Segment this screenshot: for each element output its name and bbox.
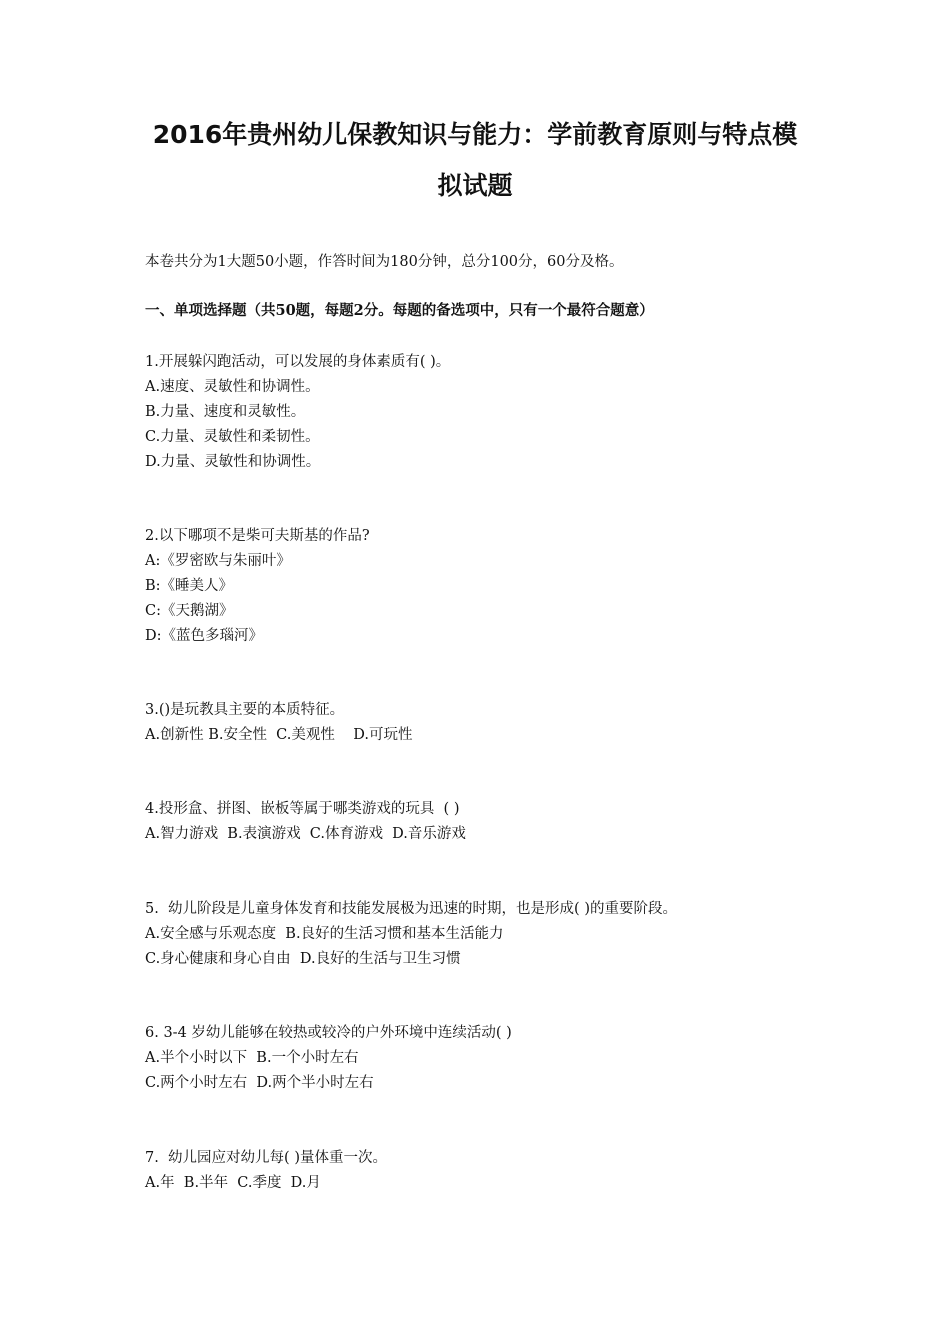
question-6 (145, 1021, 845, 1096)
question-2 (145, 524, 845, 649)
page-title-line-1: 2016年贵州幼儿保教知识与能力：学前教育原则与特点模 (152, 120, 798, 149)
options-line-1: A.安全感与乐观态度 B.良好的生活习惯和基本生活能力 (145, 926, 504, 942)
section-heading: 一、单项选择题（共50题，每题2分。每题的备选项中，只有一个最符合题意） (145, 302, 654, 319)
options-line-1: A.半个小时以下 B.一个小时左右 (145, 1050, 359, 1066)
exam-intro: 本卷共分为1大题50小题，作答时间为180分钟，总分100分，60分及格。 (145, 254, 624, 270)
question-stem: 4.投形盒、拼图、嵌板等属于哪类游戏的玩具 ( ) (145, 801, 460, 817)
options-line: A.智力游戏 B.表演游戏 C.体育游戏 D.音乐游戏 (145, 826, 466, 842)
question-stem: 3.()是玩教具主要的本质特征。 (145, 702, 345, 718)
question-5 (145, 897, 845, 972)
option-d: D:《蓝色多瑙河》 (145, 628, 264, 644)
option-c: C.力量、灵敏性和柔韧性。 (145, 429, 320, 445)
option-d: D.力量、灵敏性和协调性。 (145, 454, 321, 470)
question-stem: 1.开展躲闪跑活动，可以发展的身体素质有( )。 (145, 354, 451, 370)
question-stem: 5. 幼儿阶段是儿童身体发育和技能发展极为迅速的时期，也是形成( )的重要阶段。 (145, 901, 677, 917)
option-a: A.速度、灵敏性和协调性。 (145, 379, 320, 395)
option-a: A:《罗密欧与朱丽叶》 (145, 553, 291, 569)
option-b: B:《睡美人》 (145, 578, 234, 594)
question-7 (145, 1146, 845, 1196)
options-line-2: C.两个小时左右 D.两个半小时左右 (145, 1075, 374, 1091)
question-stem: 7. 幼儿园应对幼儿每( )量体重一次。 (145, 1150, 387, 1166)
page-title-line-2: 拟试题 (437, 171, 513, 200)
options-line-2: C.身心健康和身心自由 D.良好的生活与卫生习惯 (145, 951, 461, 967)
question-stem: 2.以下哪项不是柴可夫斯基的作品? (145, 528, 370, 544)
options-line: A.年 B.半年 C.季度 D.月 (145, 1175, 321, 1191)
option-b: B.力量、速度和灵敏性。 (145, 404, 306, 420)
question-stem: 6. 3-4 岁幼儿能够在较热或较冷的户外环境中连续活动( ) (145, 1025, 512, 1041)
question-1 (145, 350, 845, 475)
question-4 (145, 797, 845, 847)
option-c: C:《天鹅湖》 (145, 603, 234, 619)
question-3 (145, 698, 845, 748)
options-line: A.创新性 B.安全性 C.美观性 D.可玩性 (145, 727, 413, 743)
